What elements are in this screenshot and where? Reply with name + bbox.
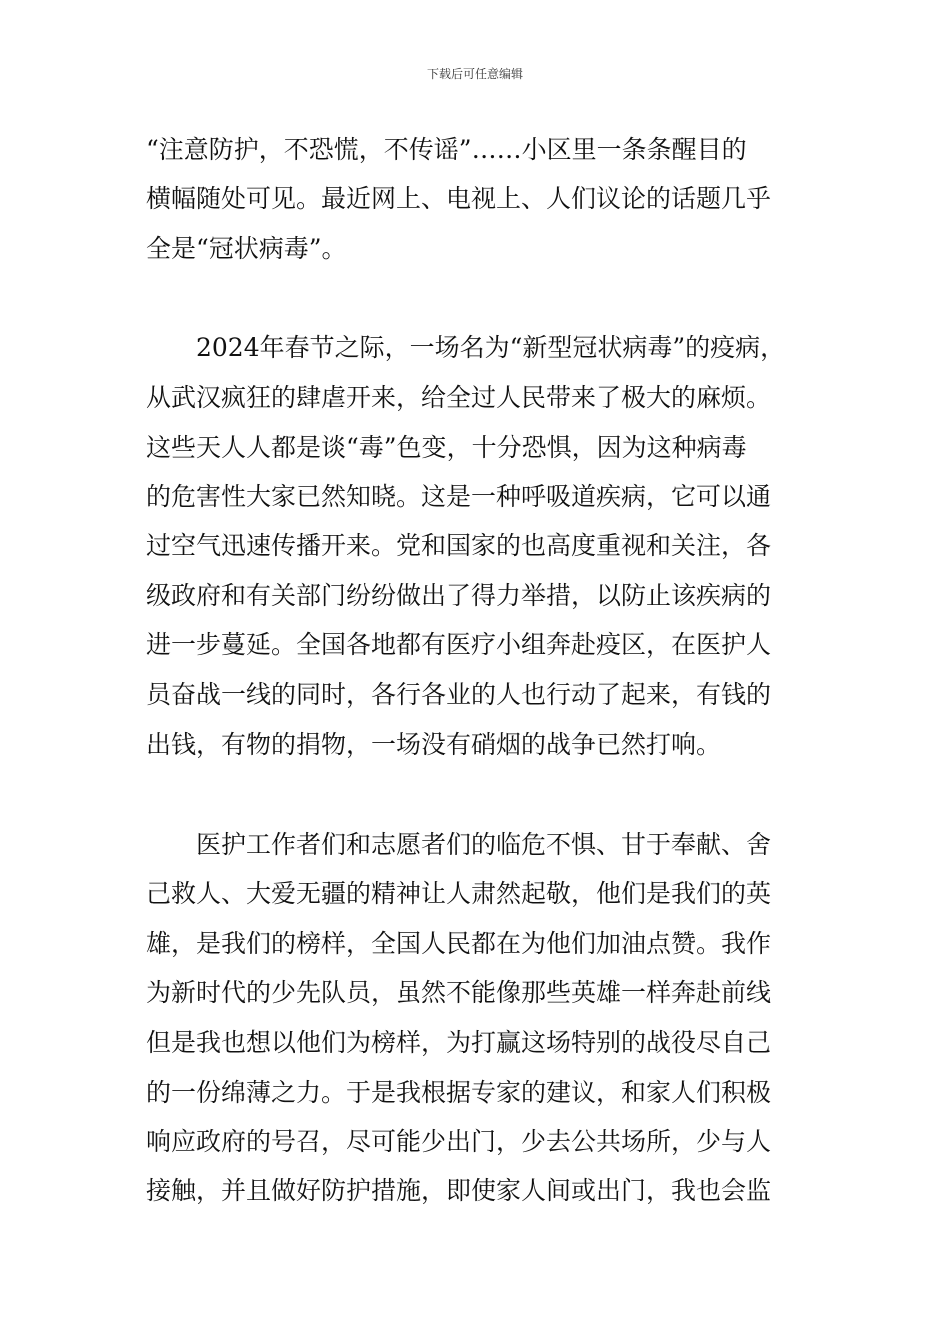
paragraph-3-line-6: 的一份绵薄之力。于是我根据专家的建议，和家人们积极 — [146, 1078, 772, 1107]
page-header: 下载后可任意编辑 — [426, 67, 523, 81]
paragraph-3-line-8: 接触，并且做好防护措施，即使家人间或出门，我也会监 — [146, 1176, 772, 1205]
paragraph-2-line-7: 进一步蔓延。全国各地都有医疗小组奔赴疫区，在医护人 — [146, 630, 772, 659]
paragraph-1-line-3: 全是“冠状病毒”。 — [146, 234, 347, 263]
paragraph-3-line-1: 医护工作者们和志愿者们的临危不惧、甘于奉献、舍 — [196, 830, 772, 859]
paragraph-1-line-2: 横幅随处可见。最近网上、电视上、人们议论的话题几乎 — [146, 184, 772, 213]
paragraph-3-line-4: 为新时代的少先队员，虽然不能像那些英雄一样奔赴前线 — [146, 978, 772, 1007]
paragraph-2-line-8: 员奋战一线的同时，各行各业的人也行动了起来，有钱的 — [146, 680, 772, 709]
paragraph-2-line-3: 这些天人人都是谈“毒”色变，十分恐惧，因为这种病毒 — [146, 433, 747, 462]
paragraph-2-line-5: 过空气迅速传播开来。党和国家的也高度重视和关注，各 — [146, 531, 772, 560]
paragraph-2-line-2: 从武汉疯狂的肆虐开来，给全过人民带来了极大的麻烦。 — [146, 383, 772, 412]
paragraph-2-line-6: 级政府和有关部门纷纷做出了得力举措，以防止该疾病的 — [146, 581, 772, 610]
paragraph-3-line-7: 响应政府的号召，尽可能少出门，少去公共场所，少与人 — [146, 1127, 772, 1156]
paragraph-2-line-9: 出钱，有物的捐物，一场没有硝烟的战争已然打响。 — [146, 730, 722, 759]
paragraph-2-line-1: 2024年春节之际，一场名为“新型冠状病毒”的疫病， — [196, 333, 786, 362]
paragraph-2-line-4: 的危害性大家已然知晓。这是一种呼吸道疾病，它可以通 — [146, 482, 772, 511]
paragraph-3-line-2: 己救人、大爱无疆的精神让人肃然起敬，他们是我们的英 — [146, 879, 772, 908]
paragraph-3-line-3: 雄，是我们的榜样，全国人民都在为他们加油点赞。我作 — [146, 929, 772, 958]
paragraph-3-line-5: 但是我也想以他们为榜样，为打赢这场特别的战役尽自己 — [146, 1028, 772, 1057]
paragraph-1-line-1: “注意防护，不恐慌，不传谣”……小区里一条条醒目的 — [146, 135, 747, 164]
